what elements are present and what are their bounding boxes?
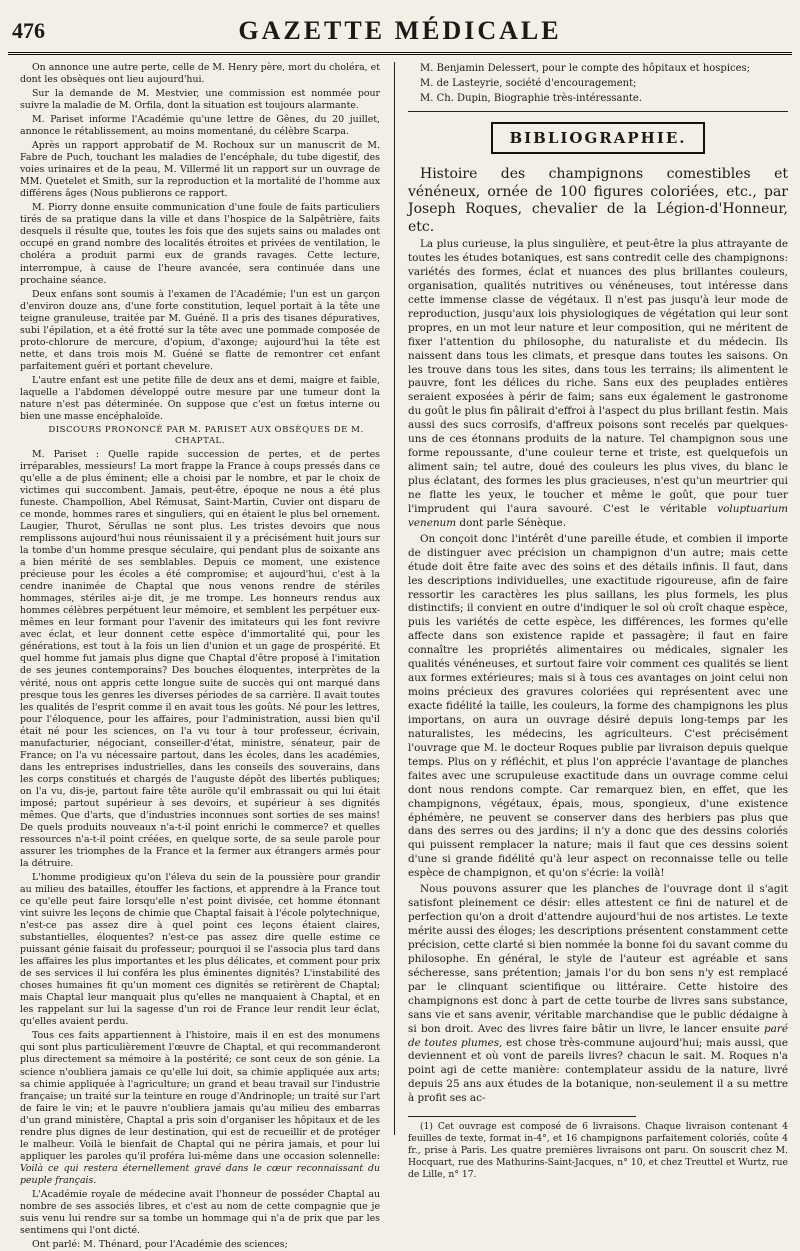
report-paragraph: Sur la demande de M. Mestvier, une commission est nommée pour suivre la maladie de M. Orfila, dont la situation est toujours alarmante.: [20, 88, 380, 112]
review-paragraph: On conçoit donc l'intérêt d'une pareille étude, et combien il importe de distinguer avec précision un champignon d'un autre; mais cette étude doit être faite avec des soins et des détails infinis. Il faut, dans les descriptions individuelles, une exactitude rigoureuse, afin de faire ressortir les caractères les plus saillans, les plus formels, les plus distinctifs; il convient en outre d'indiquer le sol où croît chaque espèce, puis les variétés de cette espèce, les différences, les formes qu'elle affecte dans son existence rapide et passagère; il faut en faire connaître les propriétés alimentaires ou médicales, signaler les qualités vénéneuses, et surtout faire voir comment ces qualités se lient aux formes extérieures; mais si à tous ces avantages on joint celui non moins précieux des gravures coloriées qui représentent avec une exacte fidélité la taille, les couleurs, la forme des champignons les plus importans, on aura un ouvrage désiré depuis long-temps par les naturalistes, les médecins, les agriculteurs. C'est précisément l'ouvrage que M. le docteur Roques publie par livraison depuis quelque temps. Plus on y réfléchit, et plus l'on apprécie l'avantage de planches faites avec une scrupuleuse exactitude dans un ouvrage comme celui dont nous rendons compte. Car remarquez bien, en effet, que les champignons, végétaux, épais, mous, spongieux, d'une existence éphémère, ne peuvent se conserver dans des herbiers pas plus que dans des serres ou des jardins; il n'y a donc que des dessins coloriés qui puissent remplacer la nature; mais il faut que ces dessins soient d'une si grande fidélité qu'à leur aspect on reconnaisse telle ou telle espèce de champignon, et qu'on s'écrie: la voilà!: [408, 532, 788, 880]
discourse-quote: Voilà ce qui restera éternellement gravé dans le cœur reconnaissant du peuple français.: [20, 1162, 380, 1186]
report-paragraph: M. Pariset informe l'Académie qu'une lettre de Gênes, du 20 juillet, annonce le rétablissement, au moins momentané, du célèbre Scarpa.: [20, 114, 380, 138]
discourse-text: Tous ces faits appartiennent à l'histoire, mais il en est des monumens qui sont plus particulièrement l'œuvre de Chaptal, et qui recommanderont plus directement sa mémoire à la postérité; ce sont ceux de son génie. La science n'oubliera jamais ce qu'elle lui doit, sa chimie appliquée aux arts; sa chimie appliquée à l'agriculture; un grand et beau travail sur l'industrie française; un traité sur la teinture en rouge d'Andrinople; un traité sur l'art de faire le vin; et le pauvre n'oubliera jamais qu'au milieu des embarras d'un grand ministère, Chaptal a pris soin d'organiser les hôpitaux et de les rendre plus dignes de leur destination, qui est de recueillir et de protéger le malheur. Voilà le bienfait de Chaptal qui ne périra jamais, et pour lui appliquer les paroles qu'il proféra lui-même dans une occasion solennelle:: [20, 1030, 380, 1162]
discourse-title: DISCOURS PRONONCÉ PAR M. PARISET AUX OBSÈQUES DE M. CHAPTAL.: [48, 424, 364, 446]
section-separator: [408, 111, 788, 112]
page-number: 476: [12, 18, 45, 43]
review-text: est chose très-commune aujourd'hui; mais aussi, que deviennent et où vont de pareils livres? chacun le sait. M. Roques n'a point agi de cette manière: contemplateur assidu de la nature, livré depuis 25 ans aux études de la botanique, non-seulement il a su mettre à profit ses ac-: [408, 1036, 788, 1105]
right-column: [408, 62, 788, 1181]
masthead-title: GAZETTE MÉDICALE: [238, 16, 562, 45]
report-paragraph: M. Piorry donne ensuite communication d'une foule de faits particuliers tirés de sa pratique dans la ville et dans l'hospice de la Salpêtrière, faits desquels il résulte que, toutes les fois que des sujets sains ou malades ont occupé en grand nombre des localités étroites et privées de ventilation, le choléra a produit parmi eux de grands ravages. Cette lecture, interrompue, à cause de l'heure avancée, sera continuée dans une prochaine séance.: [20, 202, 380, 286]
report-paragraph: On annonce une autre perte, celle de M. Henry père, mort du choléra, et dont les obsèques ont lieu aujourd'hui.: [20, 62, 380, 86]
report-paragraph: L'autre enfant est une petite fille de deux ans et demi, maigre et faible, laquelle a l'abdomen développé outre mesure par une tumeur dont la nature n'est pas déterminée. On suppose que c'est un fœtus interne ou bien une masse encéphaloïde.: [20, 374, 380, 422]
footnote-rule: [408, 1116, 636, 1117]
latin-phrase: voluptuarium venenum: [408, 502, 788, 529]
review-paragraph: [408, 238, 788, 531]
book-title: Histoire des champignons comestibles et vénéneux, ornée de 100 figures coloriées, etc., par Joseph Roques, chevalier de la Légion-d'Honneur, etc.: [408, 166, 788, 235]
review-paragraph: [408, 883, 788, 1106]
discourse-paragraph: L'homme prodigieux qu'on l'éleva du sein de la poussière pour grandir au milieu des batailles, étouffer les factions, et apprendre à la France tout ce qu'elle peut faire lorsqu'elle n'est point divisée, cet homme étonnant vint suivre les leçons de chimie que Chaptal faisait à l'école polytechnique, n'est-ce pas assez dire à quel point ces leçons étaient claires, substantielles, éloquentes? n'est-ce pas assez dire quelle estime ce puissant génie faisait du professeur; pourquoi il se l'associa plus tard dans les affaires les plus importantes et les plus délicates, et comment pour prix de ses services il lui conféra les plus éminentes dignités? L'instabilité des choses humaines fit qu'un moment ces dignités se retirèrent de Chaptal; mais Chaptal leur manquait plus qu'elles ne manquaient à Chaptal, et en les rappelant sur lui la sagesse d'un roi de France leur rendit leur éclat, qu'elles avaient perdu.: [20, 872, 380, 1028]
page-header: [8, 16, 792, 55]
report-paragraph: Deux enfans sont soumis à l'examen de l'Académie; l'un est un garçon d'environ douze ans, d'une forte constitution, lequel portait à la tête une teigne granuleuse, traitée par M. Guéné. Il a pris des tisanes dépuratives, subi l'épilation, et a été frotté sur la tête avec une pommade composée de proto-chlorure de mercure, d'opium, d'axonge; aujourd'hui la tête est nette, et dans trois mois M. Guéné se flatte de remontrer cet enfant parfaitement guéri et portant chevelure.: [20, 288, 380, 372]
italic-phrase: paré de toutes plumes,: [408, 1022, 788, 1049]
speaker-line: M. de Lasteyrie, société d'encouragement;: [420, 78, 637, 89]
review-text: Nous pouvons assurer que les planches de l'ouvrage dont il s'agit satisfont pleinement ce désir: elles attestent ce fini de naturel et de perfection qu'on a droit d'attendre aujourd'hui de nos artistes. Le texte mérite aussi des éloges; les descriptions présentent constamment cette précision, cette clarté si bien nommée la bonne foi du savant comme du philosophe. En général, le style de l'auteur est agréable et sans sécheresse, sans prétention; jamais l'or du bon sens n'y est remplacé par le clinquant scientifique ou littéraire. Cette histoire des champignons est donc à part de cette tourbe de livres sans substance, sans vie et sans avenir, véritable marchandise que le public dédaigne à si bon droit. Avec des livres faire bâtir un livre, le lancer ensuite: [408, 883, 788, 1035]
closing-paragraph: L'Académie royale de médecine avait l'honneur de posséder Chaptal au nombre de ses associés libres, et c'est au nom de cette compagnie que je suis venu lui rendre sur sa tombe un hommage qui n'a de prix que par les sentimens qui l'ont dicté.: [20, 1188, 380, 1236]
footnote: (1) Cet ouvrage est composé de 6 livraisons. Chaque livraison contenant 4 feuilles de texte, format in-4°, et 16 champignons parfaitement coloriés, coûte 4 fr., prise à Paris. Les quatre premières livraisons ont paru. On souscrit chez M. Hocquart, rue des Mathurins-Saint-Jacques, n° 10, et chez Treuttel et Wurtz, rue de Lille, n° 17.: [408, 1121, 788, 1181]
discourse-paragraph: [20, 1030, 380, 1186]
speaker-line: M. Ch. Dupin, Biographie très-intéressante.: [420, 93, 643, 104]
review-text: dont parle Sénèque.: [459, 516, 566, 529]
section-heading: BIBLIOGRAPHIE.: [491, 122, 705, 154]
discourse-paragraph: M. Pariset : Quelle rapide succession de pertes, et de pertes irréparables, messieurs! La mort frappe la France à coups pressés dans ce qu'elle a de plus éminent; elle a choisi par le nombre, et par le choix de victimes qui succombent. Jamais, peut-être, époque ne nous a été plus funeste. Champollion, Abel Rémusat, Saint-Martin, Cuvier ont disparu de ce monde, hommes rares et singuliers, qui en étaient le plus bel ornement. Laugier, Thurot, Sérullas ne sont plus. Les tristes devoirs que nous remplissons aujourd'hui nous réunissaient il y a précisément huit jours sur la tombe d'un homme presque séculaire, qui pendant plus de soixante ans a bien mérité de ses semblables. Depuis ce moment, une existence précieuse pour les écoles a été compromise; et aujourd'hui, c'est à la cendre inanimée de Chaptal que nous venons rendre de stériles hommages, stériles ai-je dit, je me trompe. Les honneurs rendus aux hommes célèbres perpétuent leur mémoire, et semblent les perpétuer eux-mêmes en leur formant pour l'avenir des imitateurs qui les font revivre avec éclat, et leur donnent cette espèce d'immortalité qui, pour les générations, est tout à la fois un lien d'union et un gage de prospérité. Et quel homme fut jamais plus digne que Chaptal d'être proposé à l'imitation de ses jeunes contemporains? Des bouches éloquentes, interprètes de la vérité, nous ont appris cette longue suite de succès qui ont marqué dans presque tous les genres les diverses périodes de sa carrière. Il avait toutes les qualités de l'esprit comme il en avait tous les goûts. Né pour les lettres, pour l'éloquence, pour les affaires, pour l'administration, aussi bien qu'il était né pour les sciences, on l'a vu tour à tour professeur, écrivain, manufacturier, négociant, conseiller-d'état, ministre, sénateur, pair de France; on l'a vu nécessaire partout, dans les écoles, dans les académies, dans les entreprises industrielles, dans les conseils des souverains, dans les corps constitués et chargés de l'auguste dépôt des libertés publiques; on l'a vu, dis-je, partout faire tête auröle qu'il embrassait ou qui lui était imposé; partout supérieur à ses devoirs, et supérieur à ses dignités mêmes. Que d'arts, que d'industries inconnues sont sorties de ses mains! De quels produits nouveaux n'a-t-il point enrichi le commerce? et quelles ressources n'a-t-il point créées, en quelque sorte, de sa seule parole pour assurer les triomphes de la France et la fermer aux étrangers armés pour la détruire.: [20, 448, 380, 869]
speaker-line: M. Benjamin Delessert, pour le compte des hôpitaux et hospices;: [420, 63, 751, 74]
left-column: [20, 62, 380, 1250]
review-text: La plus curieuse, la plus singulière, et peut-être la plus attrayante de toutes les études botaniques, est sans contredit celle des champignons: variétés des formes, éclat et nuances des plus brillantes couleurs, organisation, qualités nutritives ou vénéneuses, tout intéresse dans cette immense classe de végétaux. Il n'est pas jusqu'à leur mode de reproduction, jusqu'aux lois physiologiques de végétation qui leur sont propres, en un mot leur nature et leur composition, qui ne méritent de fixer l'attention du philosophe, du naturaliste et du médecin. Ils naissent dans tous les climats, et presque dans toutes les saisons. On les trouve dans tous les sites, dans tous les terrains; ils alimentent le pauvre, font les délices du riche. Sans eux des peuplades entières seraient exposées à périr de faim; sans eux également le gastronome du goût le plus fin pâlirait d'effroi à l'aspect du plus brillant festin. Mais aussi des sucs corrosifs, d'affreux poisons sont recelés par quelques-uns de ces étonnans produits de la nature. Tel champignon sous une forme repoussante, d'une couleur terne et triste, est quelquefois un aliment sain; tel autre, doué des couleurs les plus vives, du blanc le plus éclatant, des formes les plus gracieuses, n'est qu'un meurtrier qui ne flatte les yeux, le toucher et même le goût, que pour tuer l'imprudent qui l'aura savouré. C'est le véritable: [408, 238, 788, 515]
column-divider: [394, 62, 395, 1135]
report-paragraph: Après un rapport approbatif de M. Rochoux sur un manuscrit de M. Fabre de Puch, touchant les maladies de l'encéphale, du tube digestif, des voies urinaires et de la peau, M. Villermé lit un rapport sur un ouvrage de MM. Quetelet et Smith, sur la reproduction et la mortalité de l'homme aux différens âges (Nous publierons ce rapport.: [20, 140, 380, 200]
closing-paragraph: Ont parlé: M. Thénard, pour l'Académie des sciences;: [32, 1238, 288, 1250]
